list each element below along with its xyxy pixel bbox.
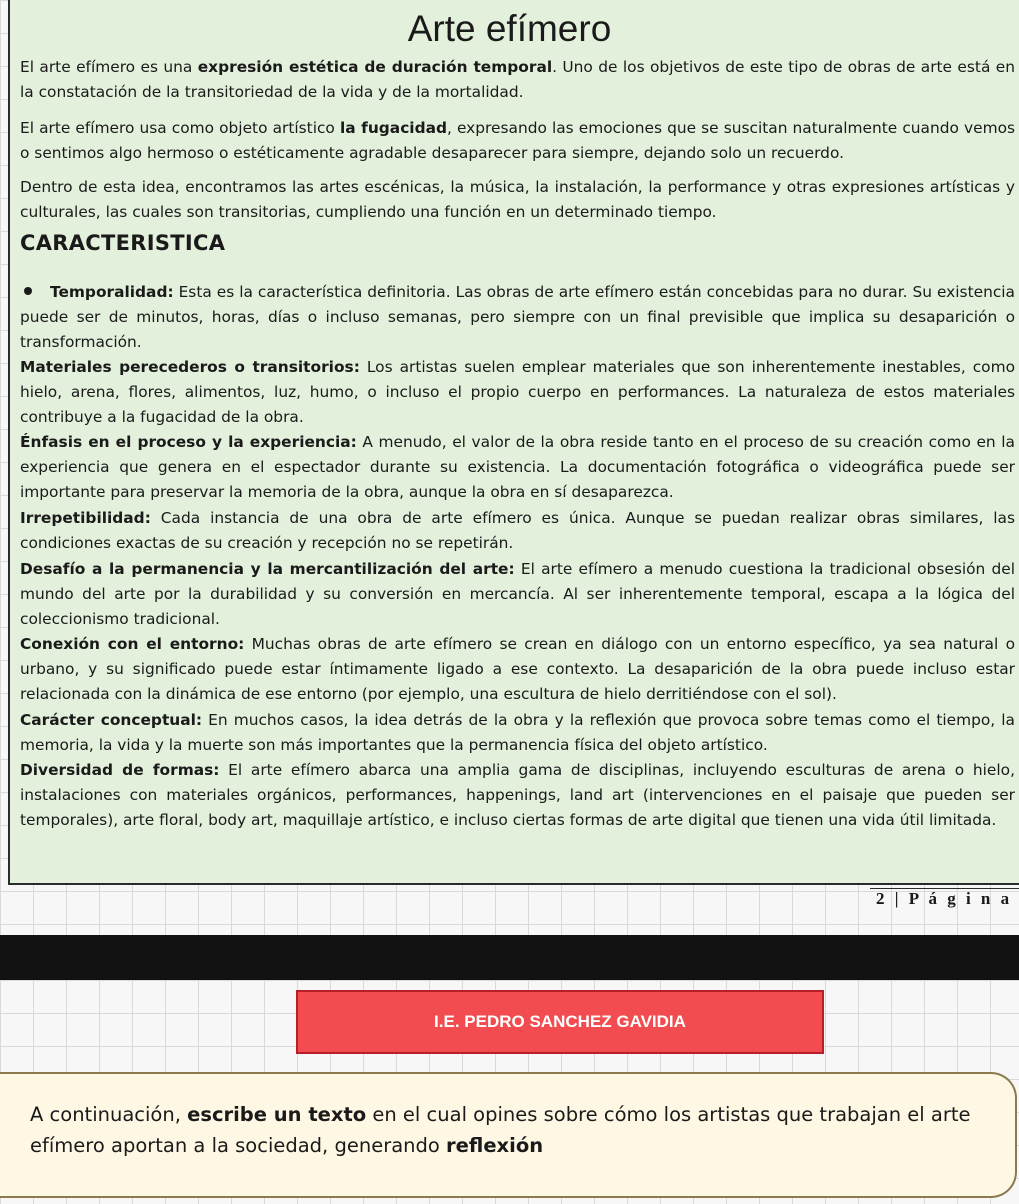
characteristic-item: Desafío a la permanencia y la mercantilización del arte: El arte efímero a menudo cuestiona la tradicional obsesión del mundo del arte por la durabilidad y su conversión en mercancía. Al ser inherentemente temporal, escapa a la lógica del coleccionismo tradicional. bbox=[20, 560, 1015, 628]
page-separator bbox=[0, 935, 1019, 980]
section-heading: CARACTERISTICA bbox=[20, 231, 226, 255]
intro-paragraph-1: El arte efímero es una expresión estética de duración temporal. Uno de los objetivos de este tipo de obras de arte está en la constatación de la transitoriedad de la vida y de la mortalidad. bbox=[20, 58, 1015, 101]
characteristic-item: Énfasis en el proceso y la experiencia: A menudo, el valor de la obra reside tanto en el proceso de su creación como en la experiencia que genera en el espectador durante su existencia. La documentación fotográfica o videográfica puede ser importante para preservar la memoria de la obra, aunque la obra en sí desaparezca. bbox=[20, 433, 1015, 501]
intro-paragraph-2: El arte efímero usa como objeto artístico la fugacidad, expresando las emociones que se suscitan naturalmente cuando vemos o sentimos algo hermoso o estéticamente agradable desaparecer para siempre, dejando solo un recuerdo. bbox=[20, 119, 1015, 162]
page-number: 2 | P á g i n a bbox=[876, 889, 1013, 908]
page-title: Arte efímero bbox=[407, 8, 612, 49]
characteristic-item: Conexión con el entorno: Muchas obras de arte efímero se crean en diálogo con un entorno específico, ya sea natural o urbano, y su significado puede estar íntimamente ligado a ese contexto. La desaparición de la obra puede incluso estar relacionada con la dinámica de ese entorno (por ejemplo, una escultura de hielo derritiéndose con el sol). bbox=[20, 635, 1015, 703]
characteristic-item: Diversidad de formas: El arte efímero abarca una amplia gama de disciplinas, incluyendo esculturas de arena o hielo, instalaciones con materiales orgánicos, performances, happenings, land art (intervenciones en el paisaje que pueden ser temporales), arte floral, body art, maquillaje artístico, e incluso ciertas formas de arte digital que tienen una vida útil limitada. bbox=[20, 761, 1015, 829]
characteristic-item: Materiales perecederos o transitorios: Los artistas suelen emplear materiales que son inherentemente inestables, como hielo, arena, flores, alimentos, luz, humo, o incluso el propio cuerpo en performances. La naturaleza de estos materiales contribuye a la fugacidad de la obra. bbox=[20, 358, 1016, 426]
school-name-banner: I.E. PEDRO SANCHEZ GAVIDIA bbox=[296, 990, 824, 1054]
characteristic-item: Temporalidad: Esta es la característica definitoria. Las obras de arte efímero están concebidas para no durar. Su existencia puede ser de minutos, horas, días o incluso semanas, pero siempre con un final previsible que implica su desaparición o transformación. bbox=[20, 283, 1015, 351]
characteristic-item: Carácter conceptual: En muchos casos, la idea detrás de la obra y la reflexión que provoca sobre temas como el tiempo, la memoria, la vida y la muerte son más importantes que la permanencia física del objeto artístico. bbox=[20, 711, 1015, 754]
characteristic-item: Irrepetibilidad: Cada instancia de una obra de arte efímero es única. Aunque se puedan realizar obras similares, las condiciones exactas de su creación y recepción no se repetirán. bbox=[20, 509, 1015, 552]
task-instruction-text: A continuación, escribe un texto en el cual opines sobre cómo los artistas que trabajan el arte efímero aportan a la sociedad, generando reflexión bbox=[30, 1103, 971, 1157]
intro-paragraph-3: Dentro de esta idea, encontramos las artes escénicas, la música, la instalación, la performance y otras expresiones artísticas y culturales, las cuales son transitorias, cumpliendo una función en un determinado tiempo. bbox=[20, 178, 1015, 221]
